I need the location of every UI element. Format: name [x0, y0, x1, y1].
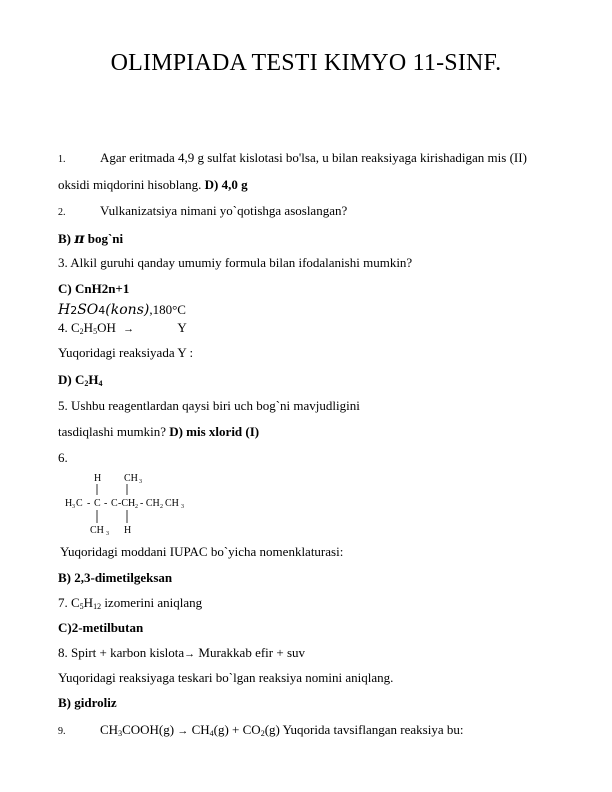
page-title: OLIMPIADA TESTI KIMYO 11-SINF. [110, 50, 502, 76]
answer-8: B) gidroliz [58, 695, 117, 710]
svg-text:- CH: - CH [140, 498, 160, 509]
question-text: Agar eritmada 4,9 g sulfat kislotasi bo'lsa, u bilan reaksiyaga kirishadigan mis (II) [100, 150, 527, 165]
svg-text:2: 2 [135, 504, 138, 510]
question-3: 3. Alkil guruhi qanday umumiy formula bilan ifodalanishi mumkin? [58, 255, 413, 270]
question-6-number: 6. [58, 450, 68, 465]
question-2 [58, 203, 347, 221]
question-7: 7. $C_5H_{12}$ izomerini aniqlang [58, 595, 203, 611]
question-text: Vulkanizatsiya nimani yo`qotishga asoslangan? [100, 203, 348, 218]
svg-text:-: - [87, 498, 91, 509]
svg-text:2: 2 [160, 504, 163, 510]
svg-text:3: 3 [72, 504, 75, 510]
question-number: 1. [58, 154, 66, 165]
question-1 [58, 150, 527, 168]
question-8-text: Yuqoridagi reaksiyaga teskari bo`lgan reaksiya nomini aniqlang. [58, 670, 394, 685]
question-number: 2. [58, 207, 66, 218]
svg-text:CH: CH [165, 498, 179, 509]
reaction-condition: H2SO4(kons),180°C [58, 302, 186, 318]
svg-text:H: H [94, 473, 102, 484]
structural-formula [60, 468, 210, 540]
question-9: 9. $CH_3COOH(g) \to CH_4(g) + CO_2(g)$ Yuqorida tavsiflangan reaksiya bu: [58, 722, 464, 738]
question-4-text: Yuqoridagi reaksiyada Y : [58, 345, 194, 360]
answer-6: B) 2,3-dimetilgeksan [58, 570, 173, 585]
reaction-arrow: → [177, 725, 189, 737]
svg-text:C: C [94, 498, 101, 509]
svg-text:H: H [124, 525, 132, 536]
question-4: 4. $C_2H_5OH \to Y$ [58, 320, 187, 336]
svg-text:3: 3 [181, 504, 184, 510]
question-5-cont: tasdiqlashi mumkin? D) mis xlorid (I) [58, 424, 260, 439]
svg-text:3: 3 [139, 479, 142, 485]
question-1-cont [58, 177, 248, 193]
answer: D) mis xlorid (I) [169, 424, 260, 439]
reaction-arrow: → [184, 648, 196, 660]
question-8: 8. Spirt + karbon kislota→ Murakkab efir + suv [58, 645, 305, 660]
question-6-text: Yuqoridagi moddani IUPAC bo`yicha nomenklaturasi: [60, 544, 344, 559]
answer: D) 4,0 g [204, 177, 248, 192]
svg-text:C: C [111, 498, 118, 509]
svg-text:H: H [65, 498, 73, 509]
svg-text:3: 3 [106, 531, 109, 537]
answer-3: C) CnH2n+1 [58, 281, 130, 296]
pi-symbol: π [74, 231, 85, 247]
svg-text:-: - [104, 498, 108, 509]
svg-text:CH: CH [124, 473, 138, 484]
svg-text:C: C [76, 498, 83, 509]
reaction-arrow: → [123, 323, 135, 335]
svg-text:CH: CH [90, 525, 104, 536]
question-5: 5. Ushbu reagentlardan qaysi biri uch bog`ni mavjudligini [58, 398, 360, 413]
question-number: 9. [58, 726, 66, 737]
answer-4: D) $C_2H_4$ [58, 372, 103, 388]
question-text: oksidi miqdorini hisoblang. [58, 177, 202, 192]
answer-7: C)2-metilbutan [58, 620, 144, 635]
answer-2: B) π bog`ni [58, 231, 124, 247]
svg-text:-CH: -CH [118, 498, 136, 509]
